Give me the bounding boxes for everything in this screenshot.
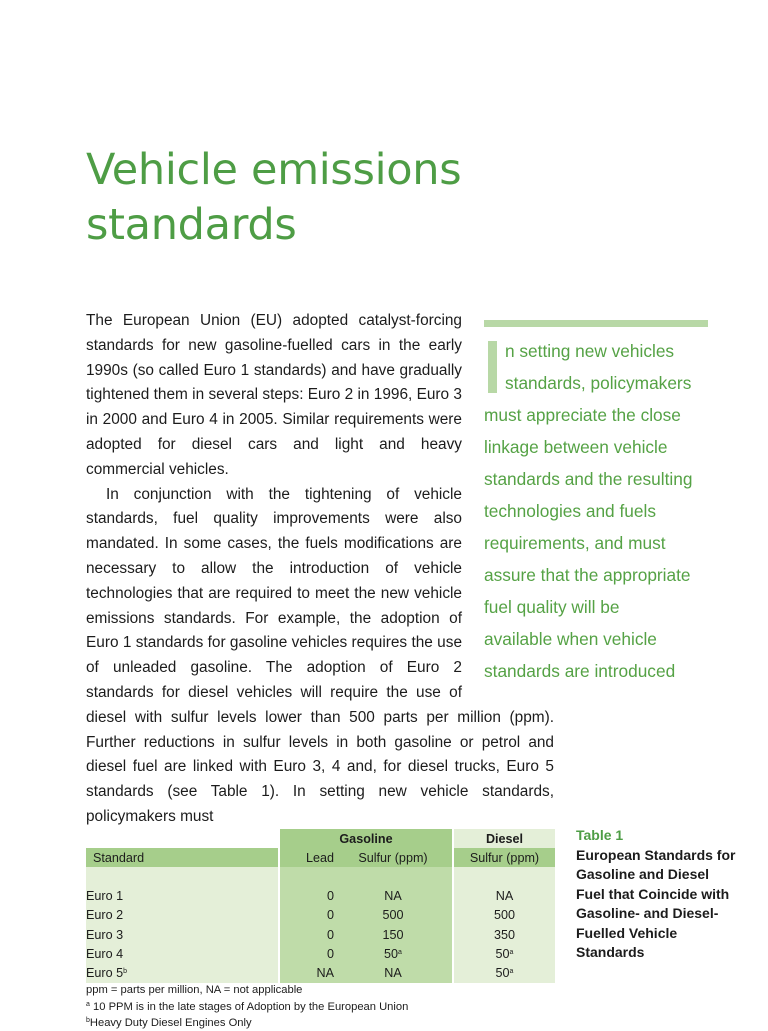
pull-quote-line: standards, policymakers <box>505 373 692 393</box>
lead-cell: 0 <box>278 925 334 944</box>
pull-quote-line: requirements, and must <box>484 533 666 553</box>
pull-quote-line: technologies and fuels <box>484 501 656 521</box>
note-a: $^a$ 10 PPM is in the late stages of Adoption by the European Union <box>86 1000 409 1013</box>
pull-quote <box>484 335 720 687</box>
body-paragraph-2: In conjunction with the tightening of vehicle standards, fuel quality improvements were also mandated. In some cases, the fuels modifications are necessary to allow the introduction of vehicle technologies that are required to meet the new vehicle emissions standards. For example, the adoption of Euro 1 standards for gasoline vehicles requires the use of unleaded gasoline. The adoption of Euro 2 standards for diesel vehicles will require the use of diesel with sulfur levels lower than 500 parts per million (ppm). Further reductions in sulfur levels in both gasoline or petrol and diesel fuel are linked with Euro 3, 4 and, for diesel trucks, Euro 5 standards (see Table 1). In setting new vehicle standards, policymakers must <box>86 485 554 825</box>
gasoline-sulfur-cell: 500 <box>334 906 452 925</box>
pull-quote-line: standards and the resulting <box>484 469 693 489</box>
table-row <box>86 925 555 944</box>
gasoline-group-header: Gasoline <box>278 829 452 848</box>
pull-quote-line: available when vehicle <box>484 629 657 649</box>
table-caption <box>576 826 736 963</box>
table-title: European Standards for Gasoline and Diesel Fuel that Coincide with Gasoline- and Diesel-Fuelled Vehicle Standards <box>576 846 736 960</box>
body-paragraph-1: The European Union (EU) adopted catalyst-forcing standards for new gasoline-fuelled cars in the early 1990s (so called Euro 1 standards) and have gradually tightened them in several steps: Euro 2 in 1996, Euro 3 in 2000 and Euro 4 in 2005. Similar requirements were adopted for diesel cars and light and heavy commercial vehicles. <box>86 312 462 478</box>
gasoline-sulfur-cell: 50$^a$ <box>334 944 452 963</box>
standard-column-header: Standard <box>86 848 278 867</box>
note-abbreviations: ppm = parts per million, NA = not applicable <box>86 984 303 996</box>
table-row <box>86 963 555 982</box>
gasoline-sulfur-cell: 150 <box>334 925 452 944</box>
page-title <box>86 143 646 253</box>
table-row <box>86 906 555 925</box>
lead-cell: 0 <box>278 944 334 963</box>
standard-cell: Euro 1 <box>86 886 278 905</box>
standard-cell: Euro 5$^b$ <box>86 963 278 982</box>
standard-cell: Euro 4 <box>86 944 278 963</box>
table-notes <box>86 983 586 1031</box>
pull-quote-top-bar <box>484 320 708 327</box>
title-line-2: standards <box>86 200 297 250</box>
lead-column-header: Lead <box>278 848 334 867</box>
table-row <box>86 944 555 963</box>
pull-quote-line: fuel quality will be <box>484 597 620 617</box>
table-label: Table 1 <box>576 827 624 843</box>
gasoline-sulfur-column-header: Sulfur (ppm) <box>334 848 452 867</box>
note-b: $^b$Heavy Duty Diesel Engines Only <box>86 1017 252 1029</box>
standards-table <box>86 829 555 983</box>
gasoline-sulfur-cell: NA <box>334 963 452 982</box>
diesel-sulfur-cell: 50$^a$ <box>452 944 555 963</box>
diesel-sulfur-cell: NA <box>452 886 555 905</box>
pull-quote-line: assure that the appropriate <box>484 565 691 585</box>
standard-cell: Euro 2 <box>86 906 278 925</box>
lead-cell: NA <box>278 963 334 982</box>
diesel-sulfur-cell: 500 <box>452 906 555 925</box>
diesel-group-header: Diesel <box>452 829 555 848</box>
lead-cell: 0 <box>278 886 334 905</box>
gasoline-sulfur-cell: NA <box>334 886 452 905</box>
table-row <box>86 886 555 905</box>
pull-quote-line: must appreciate the close <box>484 405 681 425</box>
pull-quote-line: standards are introduced <box>484 661 676 681</box>
dropcap-i-bar <box>488 341 497 393</box>
standard-cell: Euro 3 <box>86 925 278 944</box>
diesel-sulfur-column-header: Sulfur (ppm) <box>452 848 555 867</box>
lead-cell: 0 <box>278 906 334 925</box>
title-line-1: Vehicle emissions <box>86 145 462 195</box>
diesel-sulfur-cell: 350 <box>452 925 555 944</box>
diesel-sulfur-cell: 50$^a$ <box>452 963 555 982</box>
pull-quote-line: n setting new vehicles <box>505 341 675 361</box>
pull-quote-line: linkage between vehicle <box>484 437 668 457</box>
